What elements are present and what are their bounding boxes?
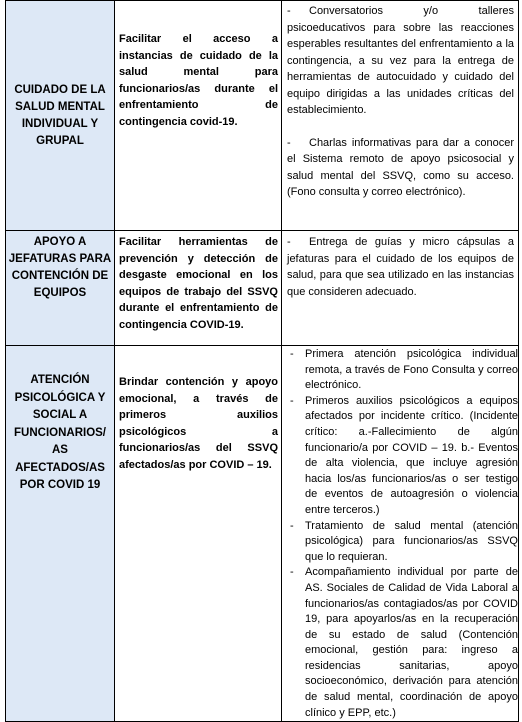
bullet-dash: -: [290, 394, 294, 407]
list-item: - Primeros auxilios psicológicos a equipos afectados por incidente crítico. (Incidente crítico: a.-Fallecimiento de algún funcionario/a por COVID – 19. b.- Eventos de alta violencia, que incluye agresión hacia los/as funcionarios/as o ser testigo de eventos de autoagresión o violencia entre terceros.): [290, 394, 518, 516]
bullet-dash: -: [287, 5, 291, 17]
bullet-dash: -: [290, 519, 294, 532]
table-row: [6, 346, 519, 722]
area-cell: [6, 231, 115, 346]
actions-block: [282, 1, 518, 201]
actions-list: [282, 346, 518, 721]
bullet-dash: -: [287, 136, 291, 149]
bullet-dash: -: [287, 236, 291, 248]
objective-text: Facilitar el acceso a instancias de cuidado de la salud mental para funcionarios/as durante el enfrentamiento de contingencia covid-19.: [119, 33, 278, 128]
objective-cell: [115, 346, 282, 722]
actions-block: [282, 231, 518, 300]
actions-cell: [282, 1, 519, 231]
objective-cell: [115, 231, 282, 346]
list-item: - Acompañamiento individual por parte de AS. Sociales de Calidad de Vida Laboral a funcionarios/as contagiados/as por COVID 19, para apoyarlos/as en la recuperación de su estado de salud (Contención emocional, gestión para: ingreso a residencias sanitarias, apoyo socioeconómico, derivación para atención de salud mental, coordinación de apoyo clínico y EPP, etc.): [290, 566, 518, 719]
action-paragraph: - Entrega de guías y micro cápsulas a jefaturas para el cuidado de los equipos de salud, para que sea utilizado en las instancias que consideren adecuado.: [287, 236, 514, 298]
actions-cell: [282, 231, 519, 346]
objective-cell: [115, 1, 282, 231]
action-paragraph: - Conversatorios y/o talleres psicoeducativos para sobre las reacciones esperables resultantes del enfrentamiento a la contingencia, a su vez para la entrega de herramientas de autocuidado y cuidado del equipo dirigidas a las unidades críticas del establecimiento.: [287, 5, 514, 116]
list-item: - Primera atención psicológica individual remota, a través de Fono Consulta y correo electrónico.: [290, 348, 518, 392]
area-cell: [6, 1, 115, 231]
objective-text: Facilitar herramientas de prevención y detección de desgaste emocional en los equipos de trabajo del SSVQ durante el enfrentamiento de contingencia COVID-19.: [119, 236, 278, 331]
area-cell: [6, 346, 115, 722]
list-item: - Tratamiento de salud mental (atención psicológica) para funcionarios/as SSVQ que lo requieran.: [290, 519, 518, 563]
mental-health-actions-table: [5, 0, 519, 722]
table-row: [6, 1, 519, 231]
table-row: [6, 231, 519, 346]
actions-cell: [282, 346, 519, 722]
area-label: CUIDADO DE LA SALUD MENTAL INDIVIDUAL Y GRUPAL: [14, 83, 106, 147]
bullet-dash: -: [290, 566, 294, 579]
objective-text: Brindar contención y apoyo emocional, a través de primeros auxilios psicológicos a funcionarios/as del SSVQ afectados/as por COVID – 19.: [119, 376, 278, 471]
action-paragraph: - Charlas informativas para dar a conocer el Sistema remoto de apoyo psicosocial y salud mental del SSVQ, como su acceso. (Fono consulta y correo electrónico).: [287, 136, 514, 198]
area-label: ATENCIÓN PSICOLÓGICA Y SOCIAL A FUNCIONARIOS/ AS AFECTADOS/AS POR COVID 19: [14, 374, 106, 491]
bullet-dash: -: [290, 348, 294, 360]
area-label: APOYO A JEFATURAS PARA CONTENCIÓN DE EQUIPOS: [8, 236, 112, 299]
